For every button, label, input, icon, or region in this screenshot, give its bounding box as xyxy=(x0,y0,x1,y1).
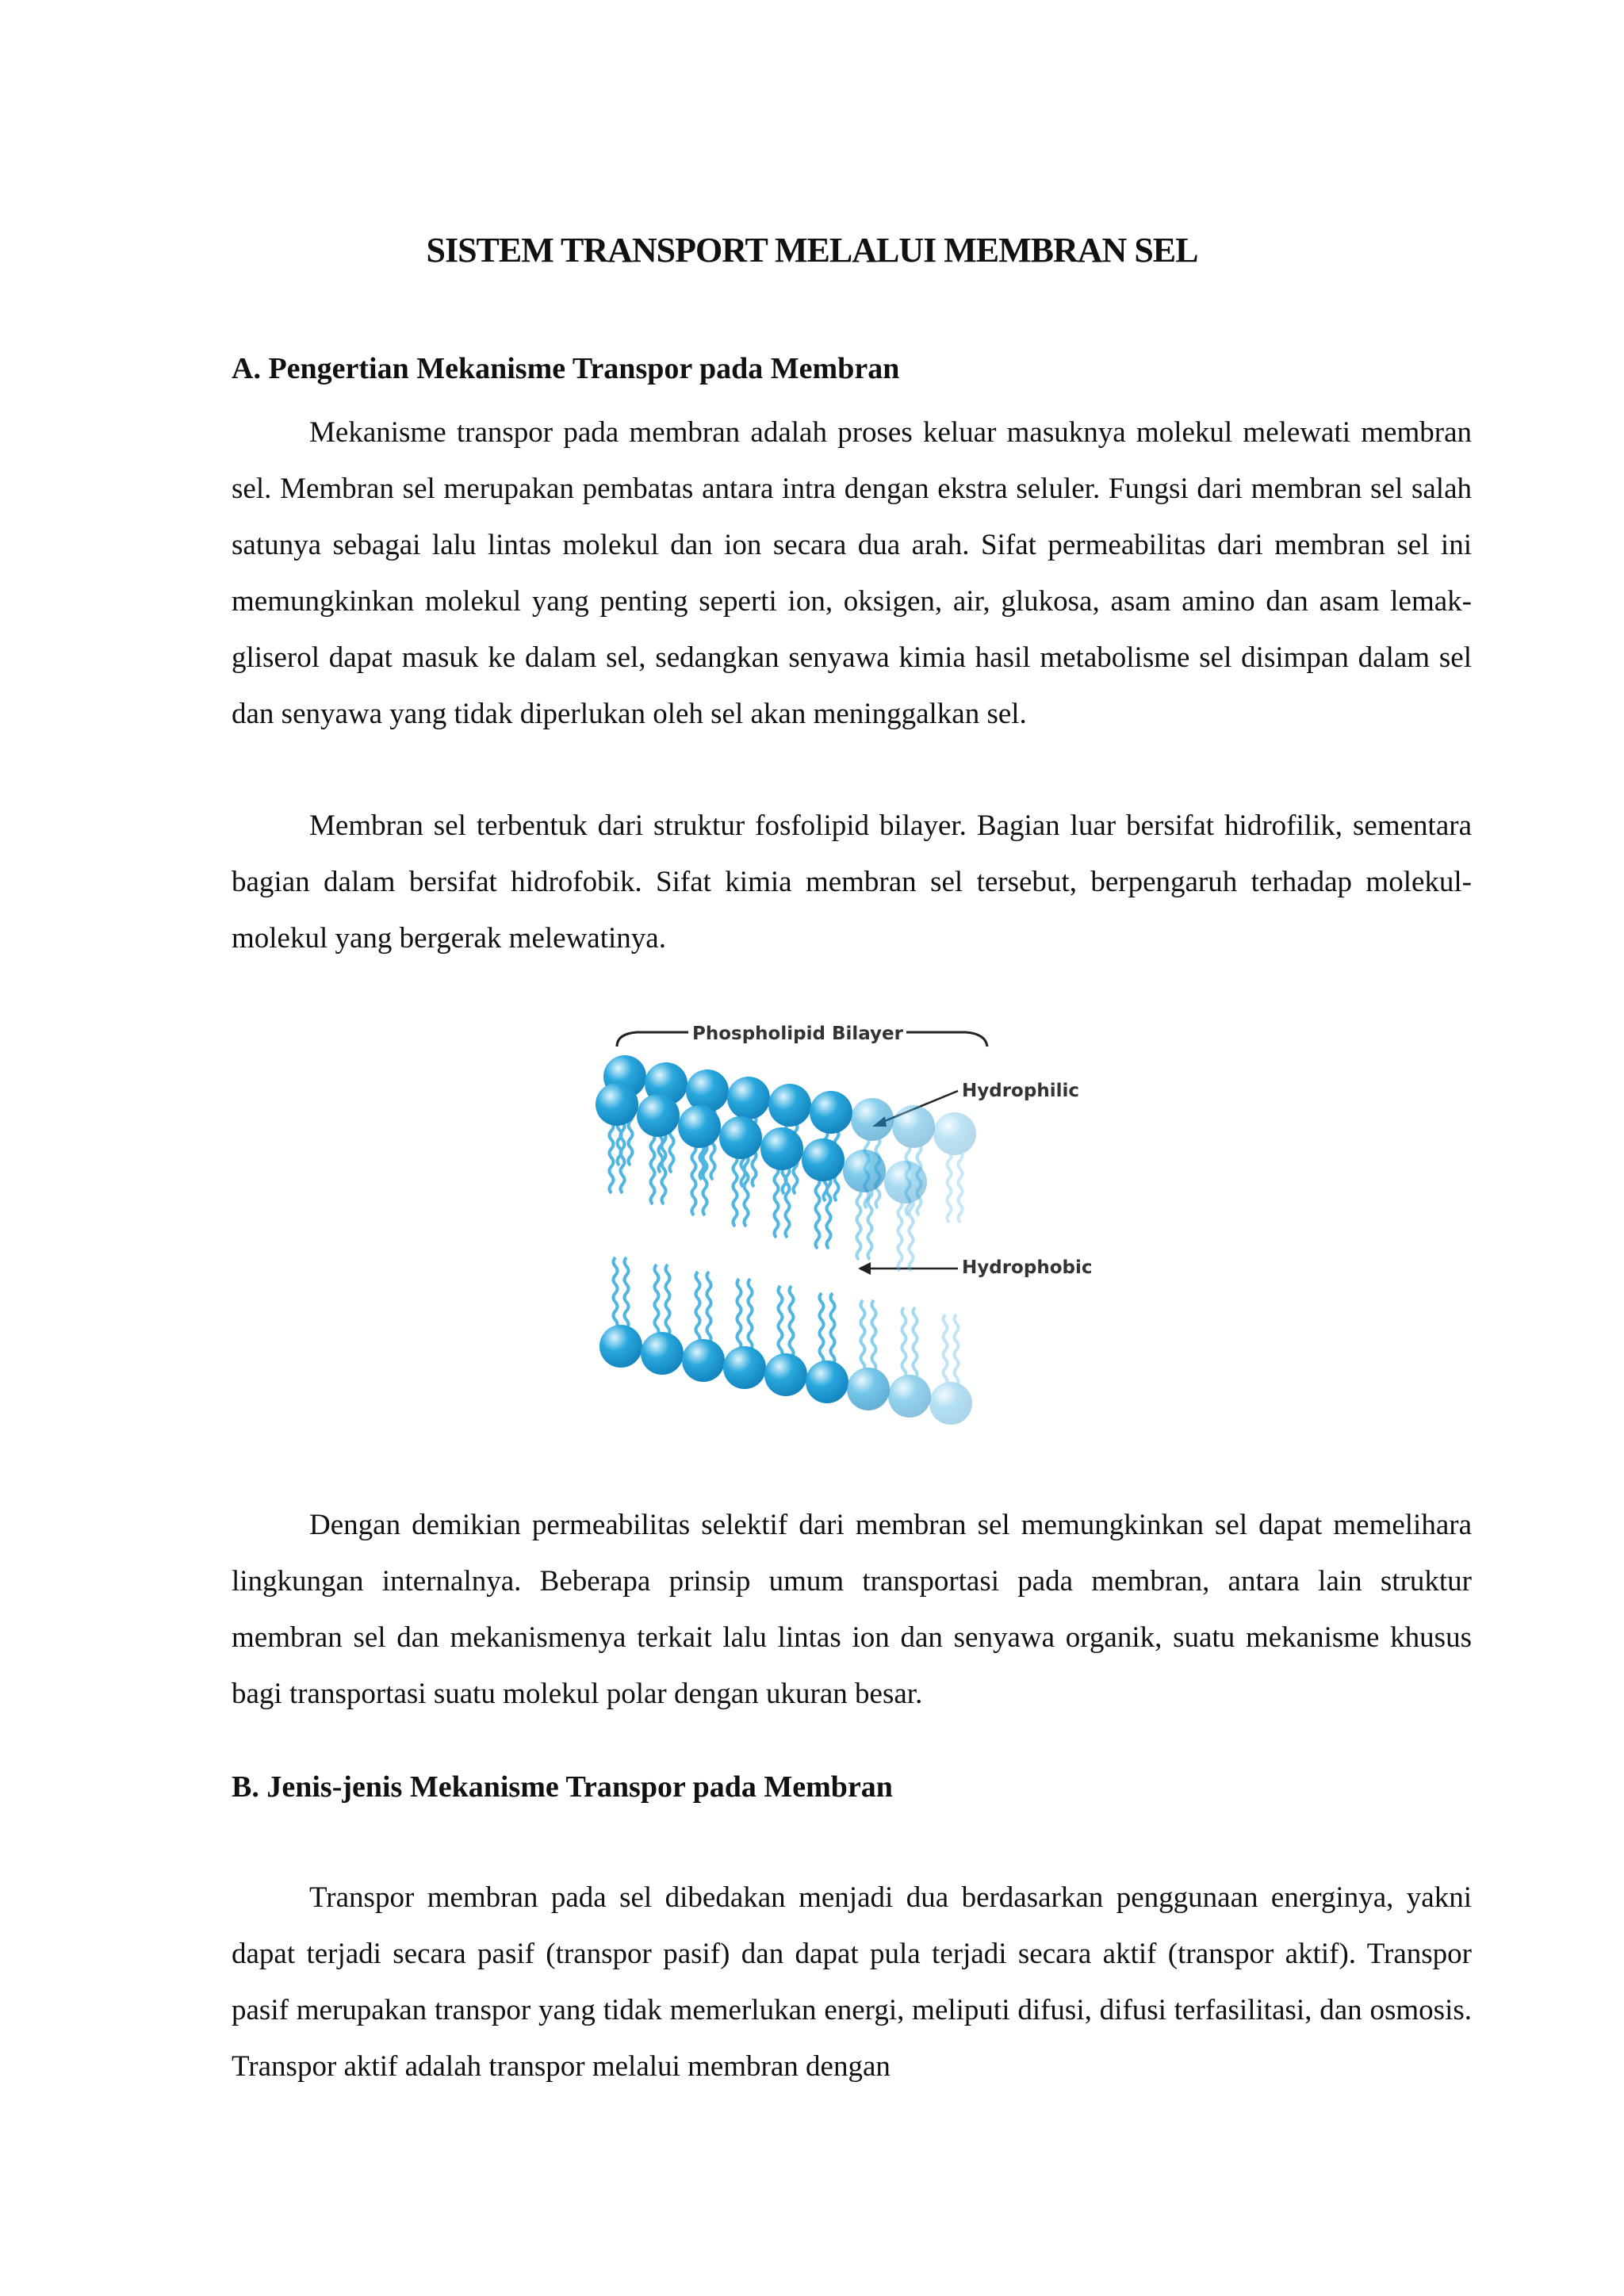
hydrophilic-label: Hydrophilic xyxy=(962,1081,1079,1101)
lipid-top-back xyxy=(933,1112,976,1223)
bracket-left-line xyxy=(617,1032,688,1047)
lipid-bottom xyxy=(641,1265,684,1375)
section-a-heading: A. Pengertian Mekanisme Transpor pada Membran xyxy=(232,352,900,385)
lipid-bottom xyxy=(723,1279,766,1389)
bracket-right-line xyxy=(906,1032,987,1047)
lipid-bottom xyxy=(764,1286,807,1396)
lipid-bottom xyxy=(682,1272,725,1382)
lipid-bottom xyxy=(599,1257,642,1368)
hydrophobic-arrowhead xyxy=(858,1262,871,1275)
lipid-bottom xyxy=(806,1293,848,1403)
lipid-bottom xyxy=(929,1314,972,1425)
hydrophobic-label: Hydrophobic xyxy=(962,1257,1093,1278)
lipid-bottom xyxy=(888,1307,931,1418)
lipid-bottom xyxy=(847,1300,890,1410)
lipid-top-front xyxy=(884,1161,927,1271)
phospholipid-bilayer-label: Phospholipid Bilayer xyxy=(692,1024,903,1044)
section-b-heading: B. Jenis-jenis Mekanisme Transpor pada Membran xyxy=(232,1770,893,1804)
page-title: SISTEM TRANSPORT MELALUI MEMBRAN SEL xyxy=(426,231,1198,270)
bilayer-group xyxy=(596,1055,976,1425)
section-a-paragraph-3: Dengan demikian permeabilitas selektif dari membran sel memungkinkan sel dapat memelihara lingkungan internalnya. Beberapa prinsip umum transportasi pada membran, antara lain struktur membran sel dan mekanismenya terkait lalu lintas ion dan senyawa organik, suatu mekanisme khusus bagi transportasi suatu molekul polar dengan ukuran besar. xyxy=(232,1509,1472,1710)
phospholipid-bilayer-figure xyxy=(593,1013,1116,1441)
section-a-paragraph-1: Mekanisme transpor pada membran adalah proses keluar masuknya molekul melewati membran sel. Membran sel merupakan pembatas antara intra dengan ekstra seluler. Fungsi dari membran sel salah satunya sebagai lalu lintas molekul dan ion secara dua arah. Sifat permeabilitas dari membran sel ini memungkinkan molekul yang penting seperti ion, oksigen, air, glukosa, asam amino dan asam lemak-gliserol dapat masuk ke dalam sel, sedangkan senyawa kimia hasil metabolisme sel disimpan dalam sel dan senyawa yang tidak diperlukan oleh sel akan meninggalkan sel. xyxy=(232,416,1472,730)
section-a-paragraph-2: Membran sel terbentuk dari struktur fosfolipid bilayer. Bagian luar bersifat hidrofilik, sementara bagian dalam bersifat hidrofobik. Sifat kimia membran sel tersebut, berpengaruh terhadap molekul-molekul yang bergerak melewatinya. xyxy=(232,809,1472,955)
section-b-paragraph-1: Transpor membran pada sel dibedakan menjadi dua berdasarkan penggunaan energinya, yakni dapat terjadi secara pasif (transpor pasif) dan dapat pula terjadi secara aktif (transpor aktif). Transpor pasif merupakan transpor yang tidak memerlukan energi, meliputi difusi, difusi terfasilitasi, dan osmosis. Transpor aktif adalah transpor melalui membran dengan xyxy=(232,1881,1472,2083)
